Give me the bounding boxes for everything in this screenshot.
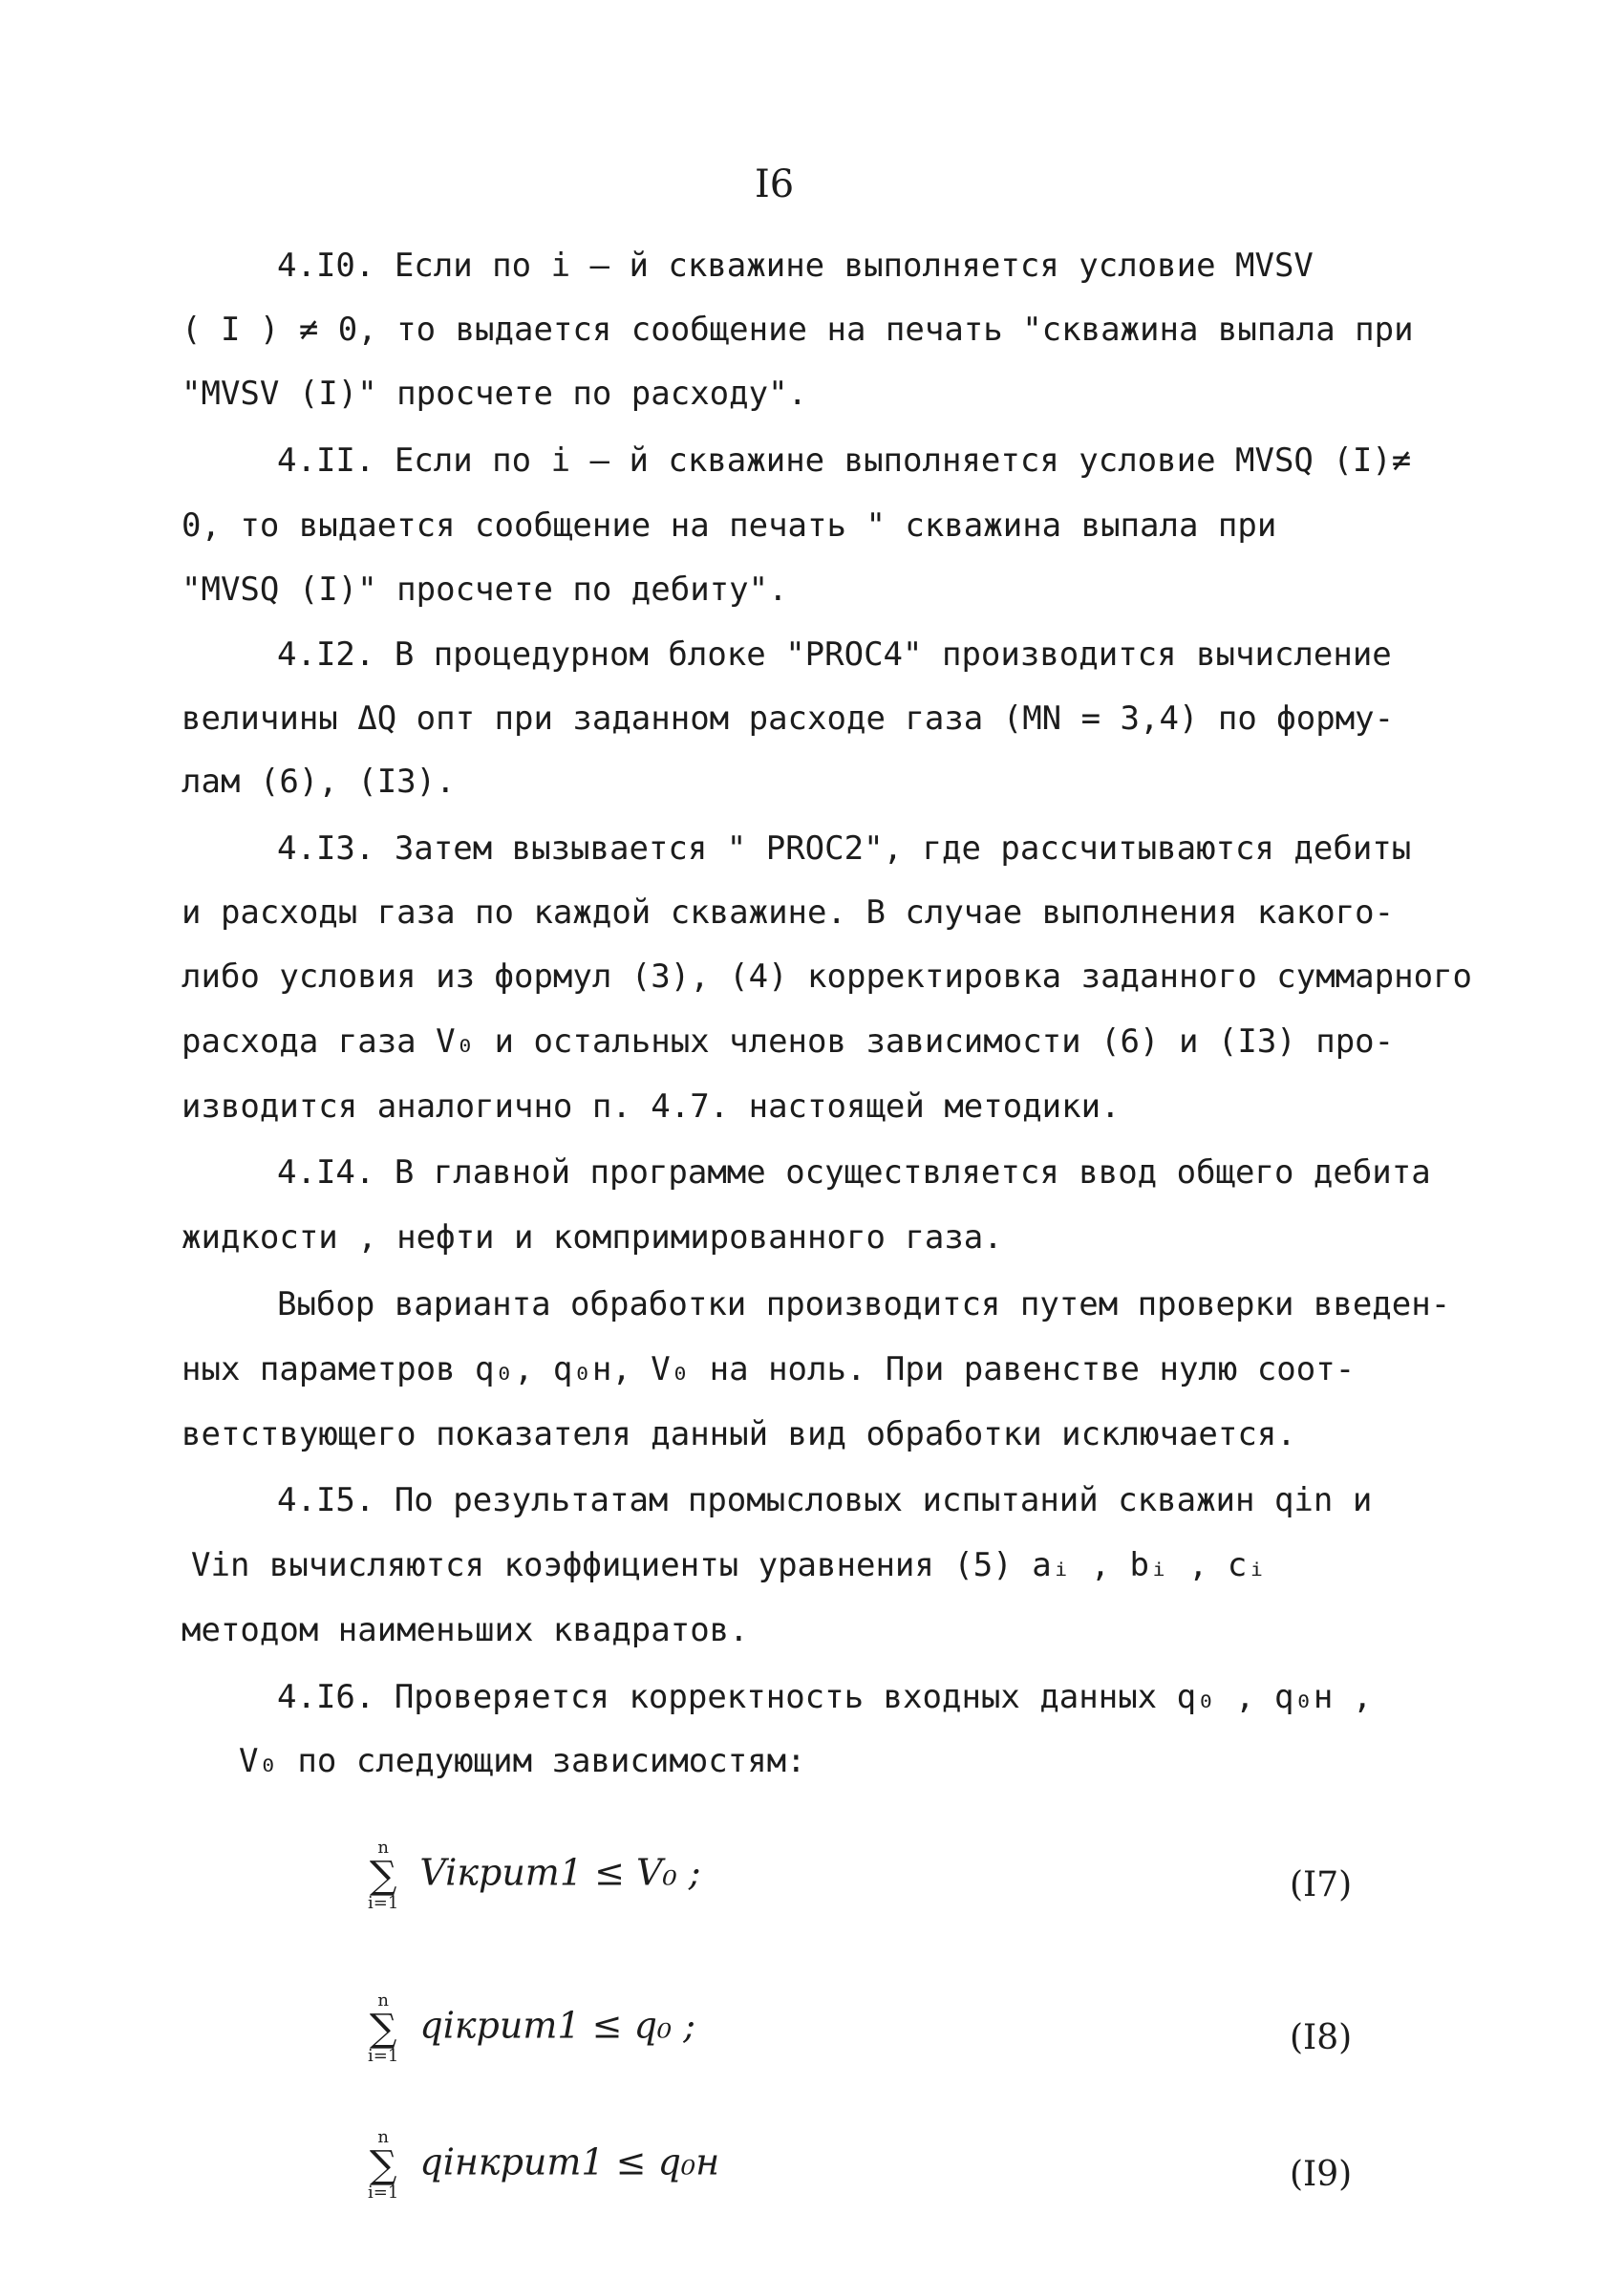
text-line: 4.I0. Если по i – й скважине выполняется условие MVSV <box>277 247 1314 285</box>
formula-body: qiнкрит1 ≤ q₀н <box>419 2140 720 2183</box>
text-line: и расходы газа по каждой скважине. В случае выполнения какого- <box>182 893 1395 932</box>
text-line: либо условия из формул (3), (4) корректировка заданного суммарного <box>182 957 1473 996</box>
text-line: ных параметров q₀, q₀н, V₀ на ноль. При равенстве нулю соот- <box>182 1350 1356 1388</box>
sum-lower-limit: i=1 <box>368 1893 399 1913</box>
summation-icon: n ∑ i=1 <box>368 1838 399 1913</box>
text-line: жидкости , нефти и компримированного газа. <box>182 1218 1003 1257</box>
formula-body: qiкрит1 ≤ q₀ ; <box>419 2004 696 2047</box>
text-line: лам (6), (I3). <box>182 763 456 801</box>
text-line: 4.I5. По результатам промысловых испытаний скважин qin и <box>277 1481 1373 1519</box>
text-line: изводится аналогично п. 4.7. настоящей методики. <box>182 1087 1121 1126</box>
text-line: расхода газа V₀ и остальных членов зависимости (6) и (I3) про- <box>182 1022 1395 1061</box>
sum-upper-limit: n <box>377 2127 389 2147</box>
formula-19 <box>368 2129 719 2202</box>
summation-icon: n ∑ i=1 <box>368 2127 399 2203</box>
formula-number: (I9) <box>1290 2155 1353 2194</box>
sum-lower-limit: i=1 <box>368 2046 399 2066</box>
sum-lower-limit: i=1 <box>368 2183 399 2203</box>
text-line: величины ΔQ опт при заданном расходе газа (MN = 3,4) по форму- <box>182 699 1395 738</box>
text-line: Выбор варианта обработки производится путем проверки введен- <box>277 1285 1451 1323</box>
formula-17 <box>368 1839 701 1912</box>
text-line: 4.II. Если по i – й скважине выполняется условие MVSQ (I)≠ <box>277 441 1412 480</box>
text-line: 4.I4. В главной программе осуществляется ввод общего дебита <box>277 1153 1431 1192</box>
text-line: 4.I3. Затем вызывается " PROC2", где рассчитываются дебиты <box>277 829 1412 868</box>
text-line: 4.I2. В процедурном блоке "PROC4" производится вычисление <box>277 635 1392 674</box>
sum-upper-limit: n <box>377 1990 389 2011</box>
text-line: Vin вычисляются коэффициенты уравнения (5) aᵢ , bᵢ , cᵢ <box>191 1546 1267 1584</box>
text-line: "MVSV (I)" просчете по расходу". <box>182 375 808 413</box>
text-line: 4.I6. Проверяется корректность входных данных q₀ , q₀н , <box>277 1678 1373 1716</box>
text-line: "MVSQ (I)" просчете по дебиту". <box>182 570 788 609</box>
summation-icon: n ∑ i=1 <box>368 1990 399 2066</box>
text-line: 0, то выдается сообщение на печать " скважина выпала при <box>182 506 1277 545</box>
text-line: ( I ) ≠ 0, то выдается сообщение на печать "скважина выпала при <box>182 311 1414 349</box>
formula-number: (I7) <box>1290 1865 1353 1904</box>
formula-18 <box>368 1992 695 2065</box>
formula-body: Viкрит1 ≤ V₀ ; <box>419 1851 701 1894</box>
formula-number: (I8) <box>1290 2018 1353 2057</box>
text-line: V₀ по следующим зависимостям: <box>239 1742 806 1780</box>
text-line: ветствующего показателя данный вид обработки исключается. <box>182 1415 1296 1453</box>
page-number: I6 <box>755 162 795 206</box>
text-line: методом наименьших квадратов. <box>182 1611 749 1649</box>
sum-upper-limit: n <box>377 1838 389 1858</box>
